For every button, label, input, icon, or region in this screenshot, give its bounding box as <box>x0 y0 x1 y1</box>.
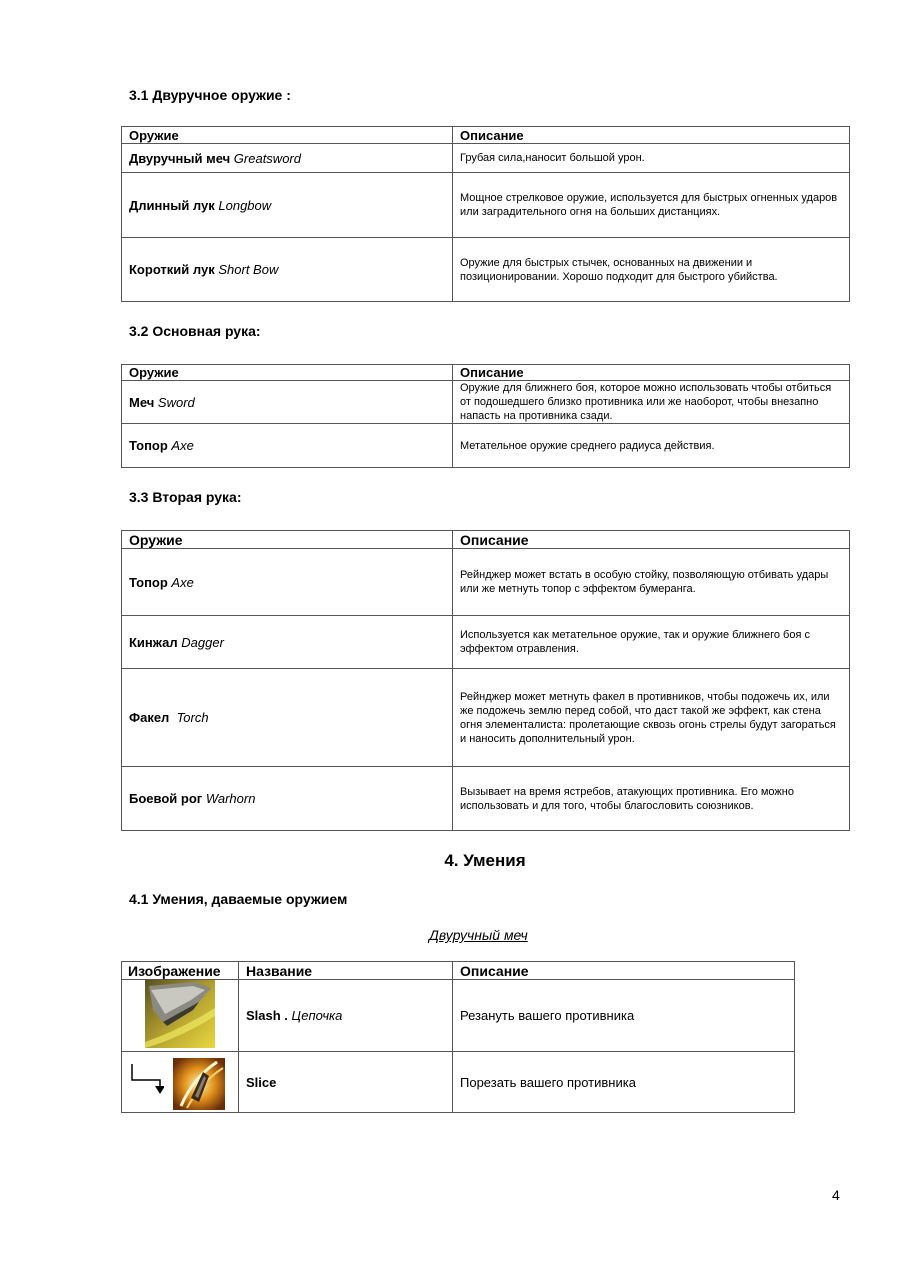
weapon-name: Боевой рог <box>129 791 203 806</box>
slash-skill-icon <box>145 980 215 1051</box>
weapon-description: Оружие для ближнего боя, которое можно использовать чтобы отбиться от подошедшего близко противника или же наоборот, чтобы внезапно напасть на противника сзади. <box>453 381 850 424</box>
col-header-description: Описание <box>453 127 850 144</box>
weapon-name: Короткий лук <box>129 262 215 277</box>
weapon-name: Факел <box>129 710 170 725</box>
skill-name: Slice <box>246 1074 277 1090</box>
weapon-name: Меч <box>129 394 155 410</box>
table-row <box>122 669 850 767</box>
table-row <box>122 1052 795 1113</box>
table-row <box>122 381 850 424</box>
section-3-3-heading: 3.3 Вторая рука: <box>129 489 242 505</box>
table-row <box>122 424 850 468</box>
table-row <box>122 549 850 616</box>
skill-name: Slash . <box>246 1008 288 1023</box>
weapon-name: Топор <box>129 438 168 453</box>
chapter-4-heading: 4. Умения <box>444 851 526 870</box>
greatsword-subheading: Двуручный меч <box>429 927 528 943</box>
weapon-description: Мощное стрелковое оружие, используется для быстрых огненных ударов или заградительного огня на больших дистанциях. <box>453 173 850 238</box>
col-header-weapon: Оружие <box>122 531 453 549</box>
section-3-1-heading: 3.1 Двуручное оружие : <box>129 87 291 103</box>
page-number: 4 <box>832 1187 840 1203</box>
weapon-english-name: Axe <box>171 574 194 590</box>
weapon-description: Рейнджер может встать в особую стойку, позволяющую отбивать удары или же метнуть топор с эффектом бумеранга. <box>453 549 850 616</box>
table-row <box>122 173 850 238</box>
two-handed-weapons-table <box>121 126 850 302</box>
chain-arrow-icon <box>130 1062 164 1099</box>
weapon-english-name: Dagger <box>181 634 224 650</box>
table-row <box>122 980 795 1052</box>
slice-skill-icon <box>173 1058 225 1113</box>
skills-table <box>121 961 795 1113</box>
weapon-name: Двуручный меч <box>129 150 231 166</box>
col-header-weapon: Оружие <box>122 365 453 381</box>
skill-description: Порезать вашего противника <box>453 1052 795 1113</box>
skill-description: Резануть вашего противника <box>453 980 795 1052</box>
col-header-name: Название <box>239 962 453 980</box>
col-header-description: Описание <box>453 365 850 381</box>
weapon-english-name: Short Bow <box>218 262 279 277</box>
weapon-name: Длинный лук <box>129 197 215 213</box>
table-row <box>122 767 850 831</box>
weapon-english-name: Longbow <box>218 197 272 213</box>
table-row <box>122 616 850 669</box>
weapon-description: Используется как метательное оружие, так и оружие ближнего боя с эффектом отравления. <box>453 616 850 669</box>
off-hand-weapons-table <box>121 530 850 831</box>
weapon-english-name: Warhorn <box>205 791 256 806</box>
col-header-image: Изображение <box>122 962 239 980</box>
table-row <box>122 238 850 302</box>
weapon-description: Оружие для быстрых стычек, основанных на движении и позиционировании. Хорошо подходит для быстрого убийства. <box>453 238 850 302</box>
col-header-description: Описание <box>453 531 850 549</box>
weapon-name: Топор <box>129 574 168 590</box>
weapon-english-name: Axe <box>171 438 194 453</box>
main-hand-weapons-table <box>121 364 850 468</box>
weapon-description: Метательное оружие среднего радиуса действия. <box>453 424 850 468</box>
weapon-name: Кинжал <box>129 634 178 650</box>
col-header-description: Описание <box>453 962 795 980</box>
weapon-description: Рейнджер может метнуть факел в противников, чтобы подожечь их, или же подожечь землю перед собой, что даст такой же эффект, как стена огня элементалиста: пролетающие сквозь огонь стрелы будут загораться и наносить дополнительный урон. <box>453 669 850 767</box>
weapon-english-name: Torch <box>176 710 209 725</box>
weapon-description: Грубая сила,наносит большой урон. <box>453 144 850 173</box>
col-header-weapon: Оружие <box>122 127 453 144</box>
weapon-description: Вызывает на время ястребов, атакующих противника. Его можно использовать и для того, чтобы благословить союзников. <box>453 767 850 831</box>
weapon-english-name: Sword <box>157 394 195 410</box>
weapon-english-name: Greatsword <box>233 150 301 166</box>
table-row <box>122 144 850 173</box>
section-4-1-heading: 4.1 Умения, даваемые оружием <box>129 891 348 907</box>
skill-chain-label: Цепочка <box>291 1008 343 1023</box>
section-3-2-heading: 3.2 Основная рука: <box>129 323 261 339</box>
